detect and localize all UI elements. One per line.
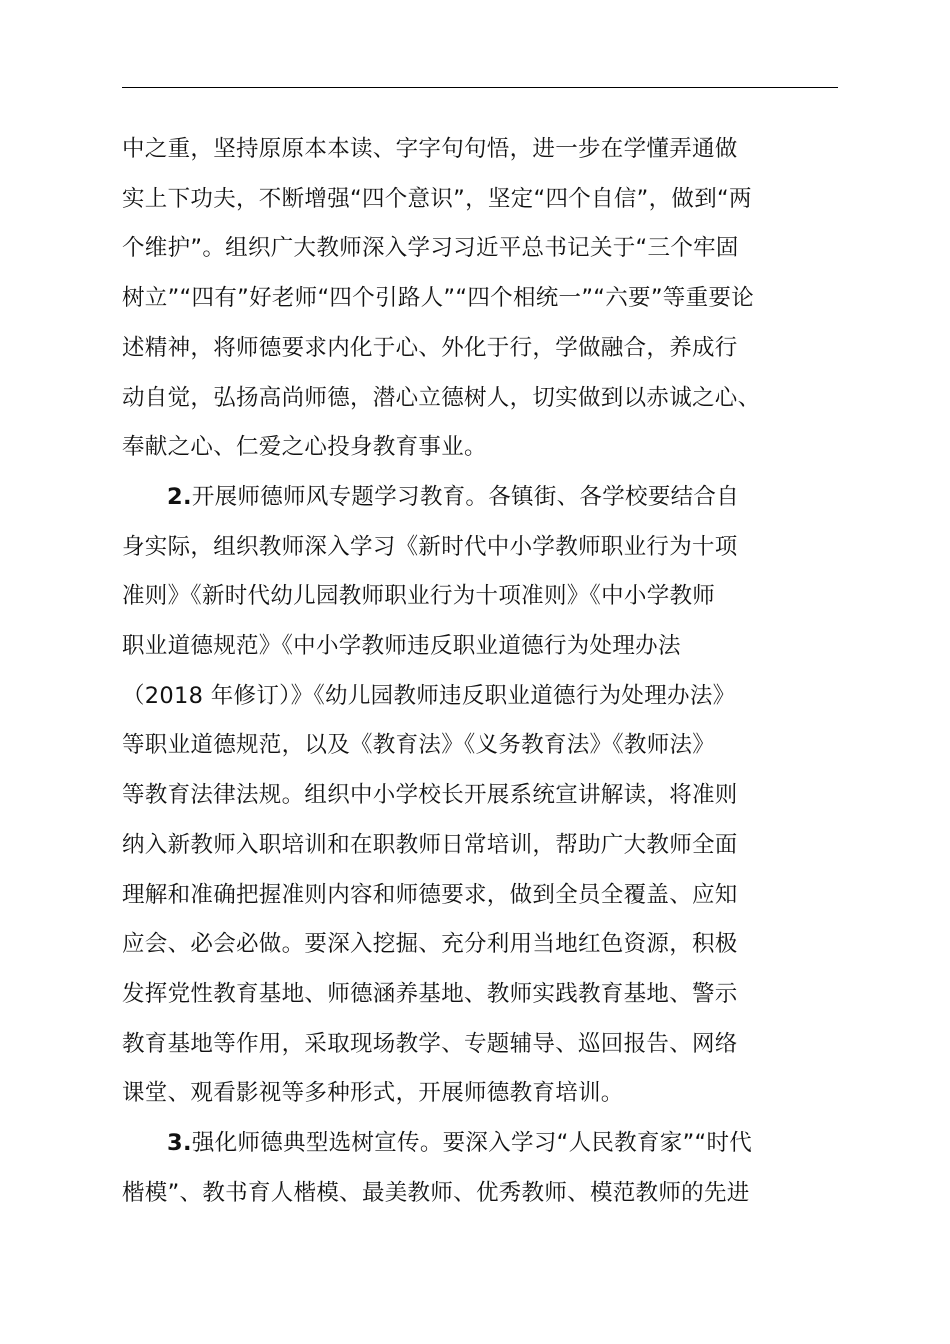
- text-line: （2018 年修订）》《幼儿园教师违反职业道德行为处理办法》: [122, 682, 736, 709]
- paragraph-3: [122, 1119, 838, 1218]
- text-line: 职业道德规范》《中小学教师违反职业道德行为处理办法: [122, 633, 681, 660]
- text-line: 中之重，坚持原原本本读、字字句句悟，进一步在学懂弄通做: [122, 136, 738, 162]
- text-line: 理解和准确把握准则内容和师德要求，做到全员全覆盖、应知: [122, 881, 738, 908]
- text-line: 教育基地等作用，采取现场教学、专题辅导、巡回报告、网络: [122, 1030, 738, 1057]
- text-line: 实上下功夫，不断增强“四个意识”，坚定“四个自信”，做到“两: [122, 185, 752, 212]
- text-line: 准则》《新时代幼儿园教师职业行为十项准则》《中小学教师: [122, 583, 716, 610]
- text-line: 等职业道德规范，以及《教育法》《义务教育法》《教师法》: [122, 732, 716, 759]
- body-text: [122, 125, 838, 1218]
- paragraph-2: [122, 473, 838, 1119]
- text-line: 纳入新教师入职培训和在职教师日常培训，帮助广大教师全面: [122, 831, 738, 858]
- text-line: 应会、必会必做。要深入挖掘、充分利用当地红色资源，积极: [122, 931, 738, 958]
- text-line: 等教育法律法规。组织中小学校长开展系统宣讲解读，将准则: [122, 782, 738, 809]
- text-line: 发挥党性教育基地、师德涵养基地、教师实践教育基地、警示: [122, 980, 738, 1007]
- text-line: 身实际，组织教师深入学习《新时代中小学教师职业行为十项: [122, 533, 738, 560]
- text-run: 开展师德师风专题学习教育。各镇街、各学校要结合自: [191, 483, 740, 510]
- text-line: 树立”“四有”好老师“四个引路人”“四个相统一”“六要”等重要论: [122, 285, 755, 312]
- text-line: 奉献之心、仁爱之心投身教育事业。: [122, 434, 487, 461]
- text-line: 动自觉，弘扬高尚师德，潜心立德树人，切实做到以赤诚之心、: [122, 384, 761, 411]
- item-number: 2.: [167, 483, 192, 510]
- header-rule: [122, 87, 838, 88]
- paragraph-1: [122, 125, 838, 473]
- text-line: 课堂、观看影视等多种形式，开展师德教育培训。: [122, 1080, 624, 1107]
- text-line: 述精神，将师德要求内化于心、外化于行，学做融合，养成行: [122, 334, 738, 361]
- text-run: 强化师德典型选树宣传。要深入学习“人民教育家”“时代: [191, 1130, 753, 1157]
- text-line: 个维护”。组织广大教师深入学习习近平总书记关于“三个牢固: [122, 235, 739, 262]
- item-number: 3.: [167, 1130, 192, 1157]
- text-line-first: [122, 473, 838, 523]
- text-line-first: [122, 1119, 838, 1169]
- text-line: 楷模”、教书育人楷模、最美教师、优秀教师、模范教师的先进: [122, 1179, 750, 1206]
